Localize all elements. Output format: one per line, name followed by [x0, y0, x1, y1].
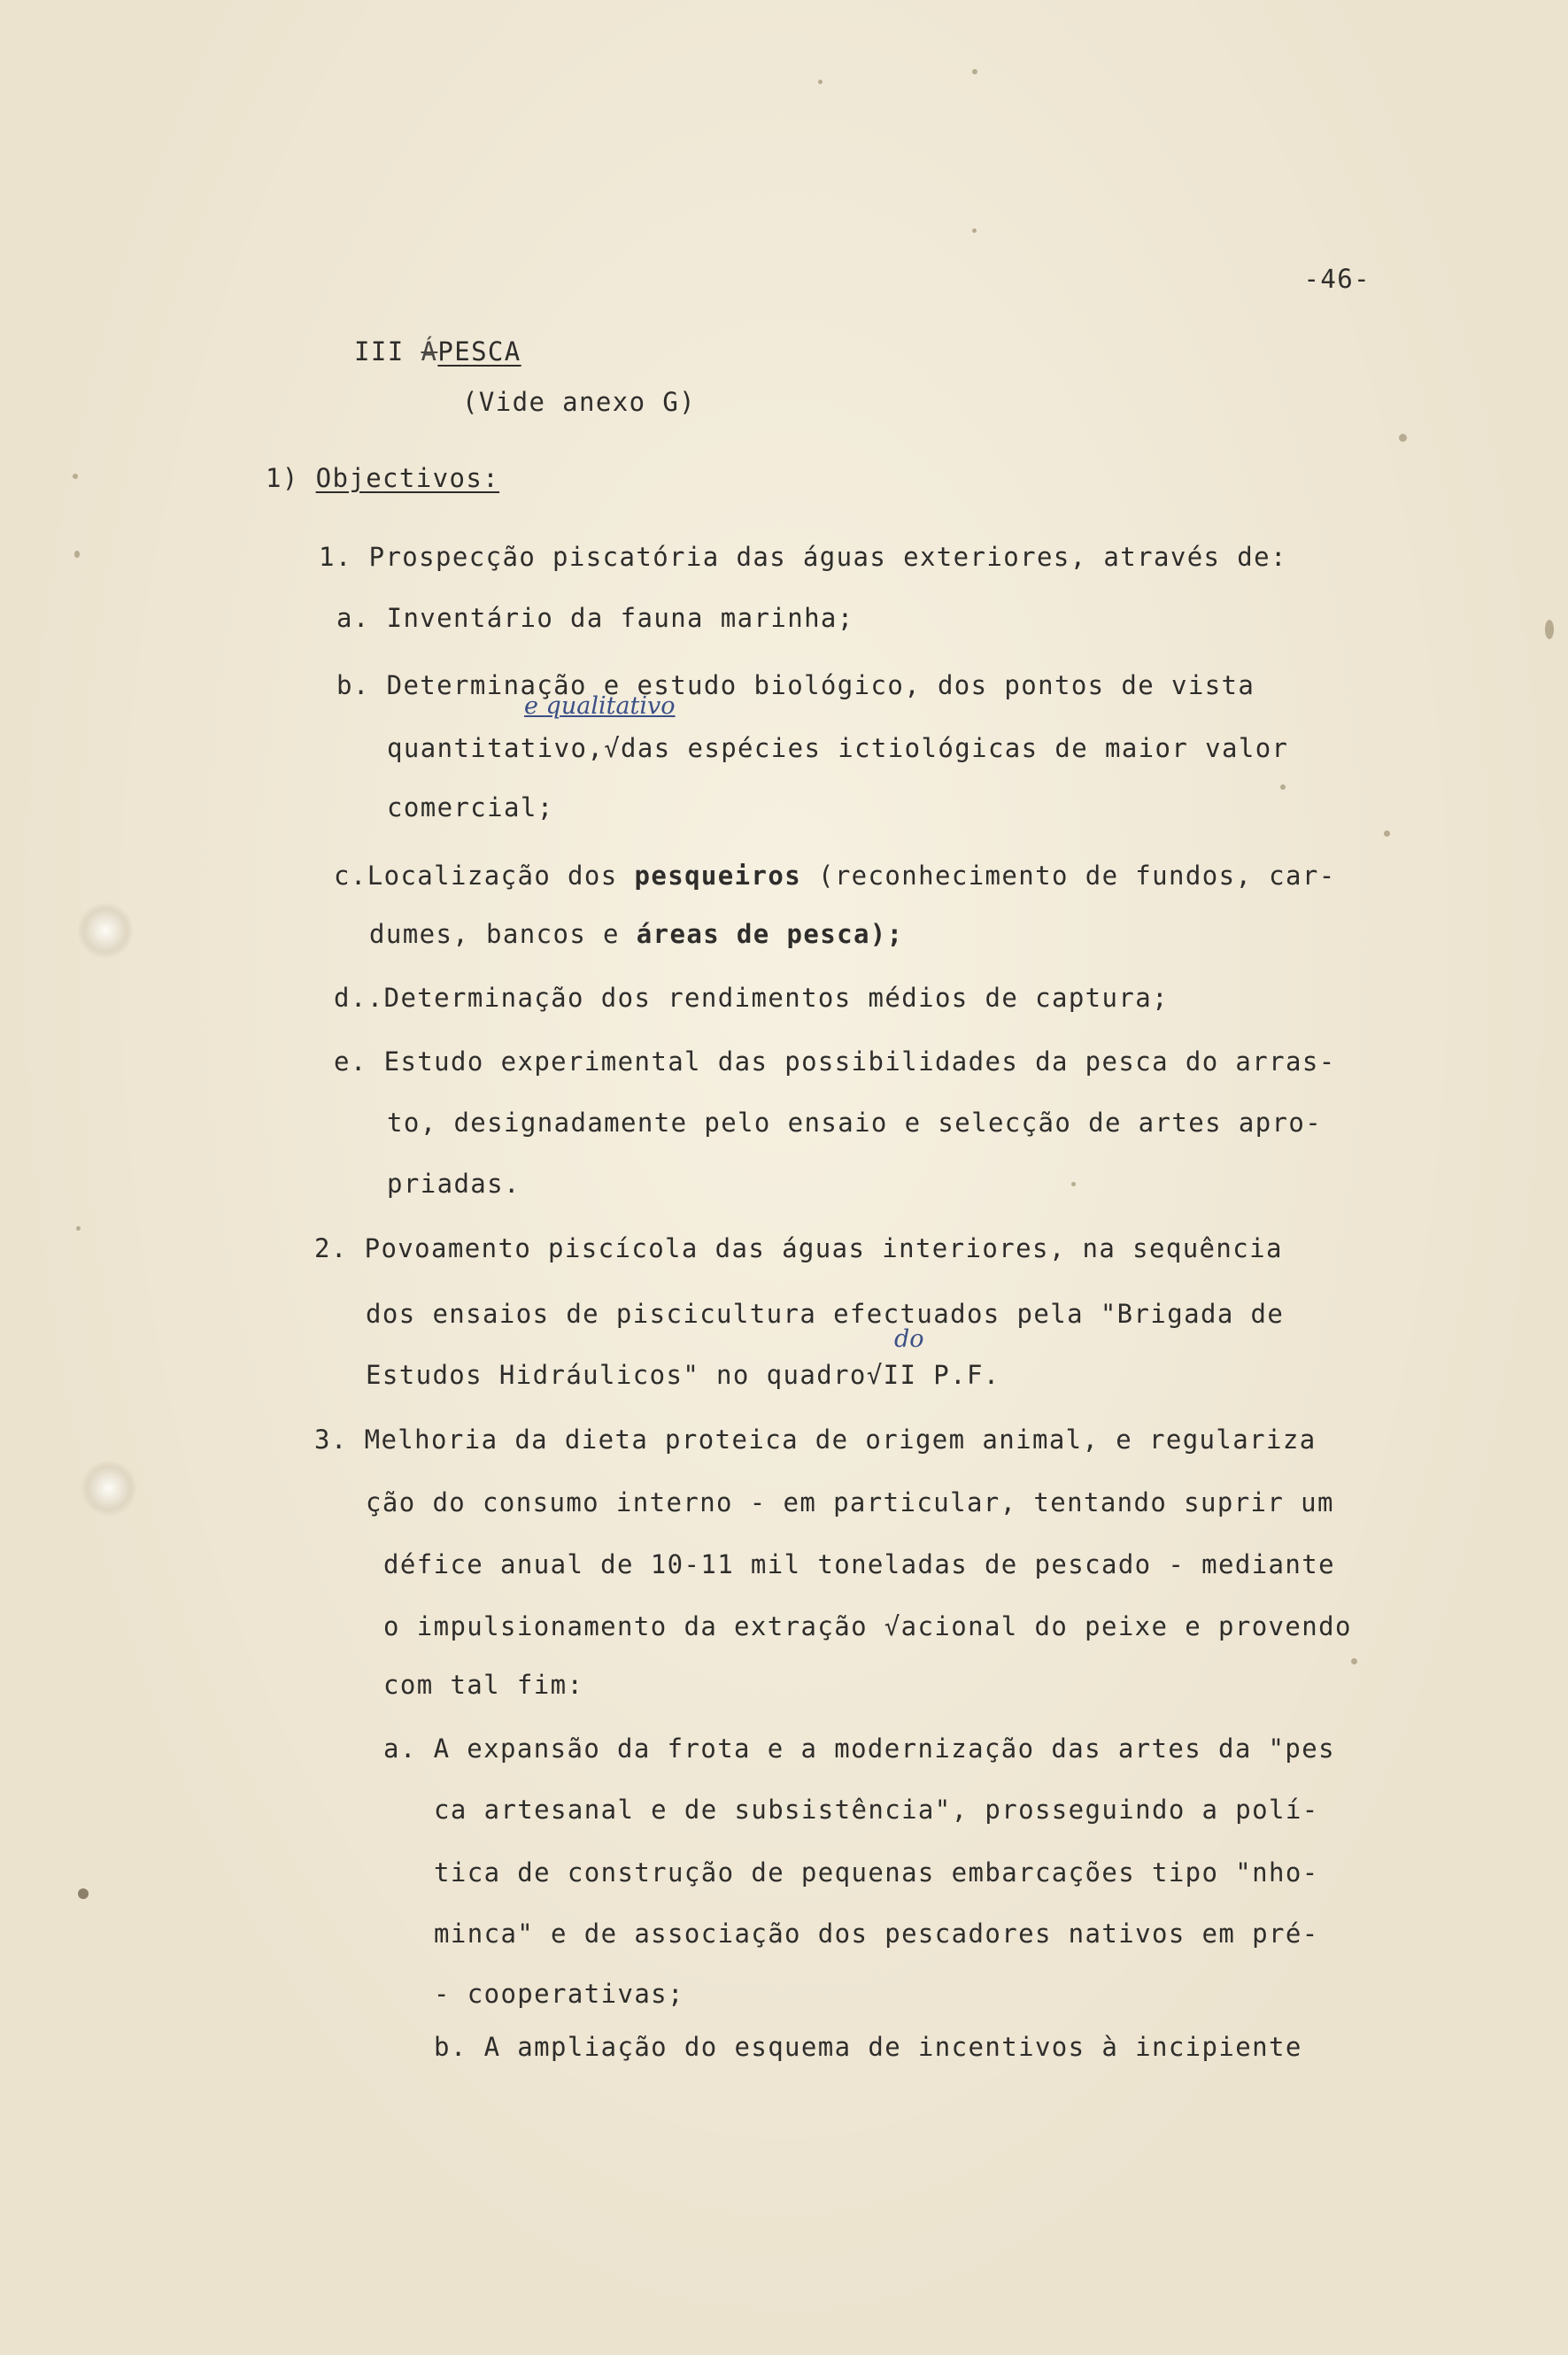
paper-speck: [1384, 830, 1390, 837]
item-3-line-5: com tal fim:: [383, 1670, 584, 1700]
item-1b-line-3: comercial;: [387, 792, 554, 822]
item-1c-text-end: (reconhecimento de fundos, car-: [801, 861, 1336, 891]
paper-speck: [73, 474, 78, 479]
item-3b-line-1: b. A ampliação do esquema de incentivos à incipiente: [434, 2032, 1302, 2062]
item-1: 1. Prospecção piscatória das águas exteriores, através de:: [319, 542, 1287, 572]
paper-speck: [78, 1888, 89, 1899]
paper-speck: [1545, 620, 1554, 639]
annex-reference: (Vide anexo G): [462, 387, 697, 417]
chapter-roman-numeral: III: [354, 336, 405, 367]
handwritten-annotation-do: do: [894, 1325, 924, 1353]
item-1a: a. Inventário da fauna marinha;: [336, 603, 854, 633]
punch-hole-mark: [81, 1461, 136, 1516]
item-3a-line-4: minca" e de associação dos pescadores nativos em pré-: [434, 1919, 1319, 1949]
page-number: -46-: [1303, 264, 1371, 294]
item-1b-line-1: b. Determinação e estudo biológico, dos pontos de vista: [336, 670, 1255, 700]
item-3a-line-1: a. A expansão da frota e a modernização das artes da "pes: [383, 1733, 1335, 1764]
chapter-title: PESCA: [437, 336, 521, 367]
item-3a-line-5: - cooperativas;: [434, 1979, 684, 2009]
handwritten-annotation-qualitativo: e qualitativo: [524, 692, 676, 720]
item-1c-line-2-bold: áreas de pesca);: [636, 919, 904, 949]
punch-hole-mark: [78, 903, 133, 958]
section-number: 1): [266, 463, 299, 493]
item-3a-line-2: ca artesanal e de subsistência", prosseguindo a polí-: [434, 1795, 1319, 1825]
paper-speck: [1280, 784, 1286, 790]
paper-speck: [1071, 1182, 1076, 1186]
item-1c-bold: pesqueiros: [634, 861, 802, 891]
item-1e-line-2: to, designadamente pelo ensaio e selecção de artes apro-: [387, 1108, 1323, 1138]
paper-speck: [76, 1226, 81, 1231]
section-heading: [266, 463, 499, 493]
struck-character: Á: [421, 336, 438, 367]
paper-speck: [972, 69, 977, 74]
item-1e-line-3: priadas.: [387, 1169, 521, 1199]
item-3-line-3: défice anual de 10-11 mil toneladas de pescado - mediante: [383, 1549, 1335, 1579]
item-2-line-1: 2. Povoamento piscícola das águas interiores, na sequência: [314, 1233, 1283, 1263]
item-2-line-2: dos ensaios de piscicultura efectuados pela "Brigada de: [366, 1299, 1285, 1329]
item-3-line-2: ção do consumo interno - em particular, tentando suprir um: [366, 1487, 1334, 1517]
item-1d: d..Determinação dos rendimentos médios de captura;: [334, 983, 1169, 1013]
item-1c-text: c.Localização dos: [334, 861, 635, 891]
paper-speck: [1351, 1658, 1357, 1664]
item-2-line-3: Estudos Hidráulicos" no quadro√II P.F.: [366, 1360, 1000, 1390]
item-3-line-4: o impulsionamento da extração √acional do peixe e provendo: [383, 1611, 1352, 1641]
item-3a-line-3: tica de construção de pequenas embarcações tipo "nho-: [434, 1857, 1319, 1888]
paper-speck: [1399, 434, 1407, 442]
item-1c-line-2: [369, 919, 904, 949]
item-1c-line-2-text: dumes, bancos e: [369, 919, 637, 949]
paper-speck: [74, 551, 80, 558]
paper-speck: [818, 80, 823, 84]
item-1e-line-1: e. Estudo experimental das possibilidades da pesca do arras-: [334, 1046, 1336, 1077]
item-1b-line-2: quantitativo,√das espécies ictiológicas de maior valor: [387, 733, 1289, 763]
item-1c-line-1: [334, 861, 1336, 891]
item-3-line-1: 3. Melhoria da dieta proteica de origem animal, e regulariza: [314, 1425, 1317, 1455]
section-title: Objectivos:: [315, 463, 500, 493]
paper-speck: [972, 228, 977, 233]
chapter-heading: [354, 336, 521, 367]
